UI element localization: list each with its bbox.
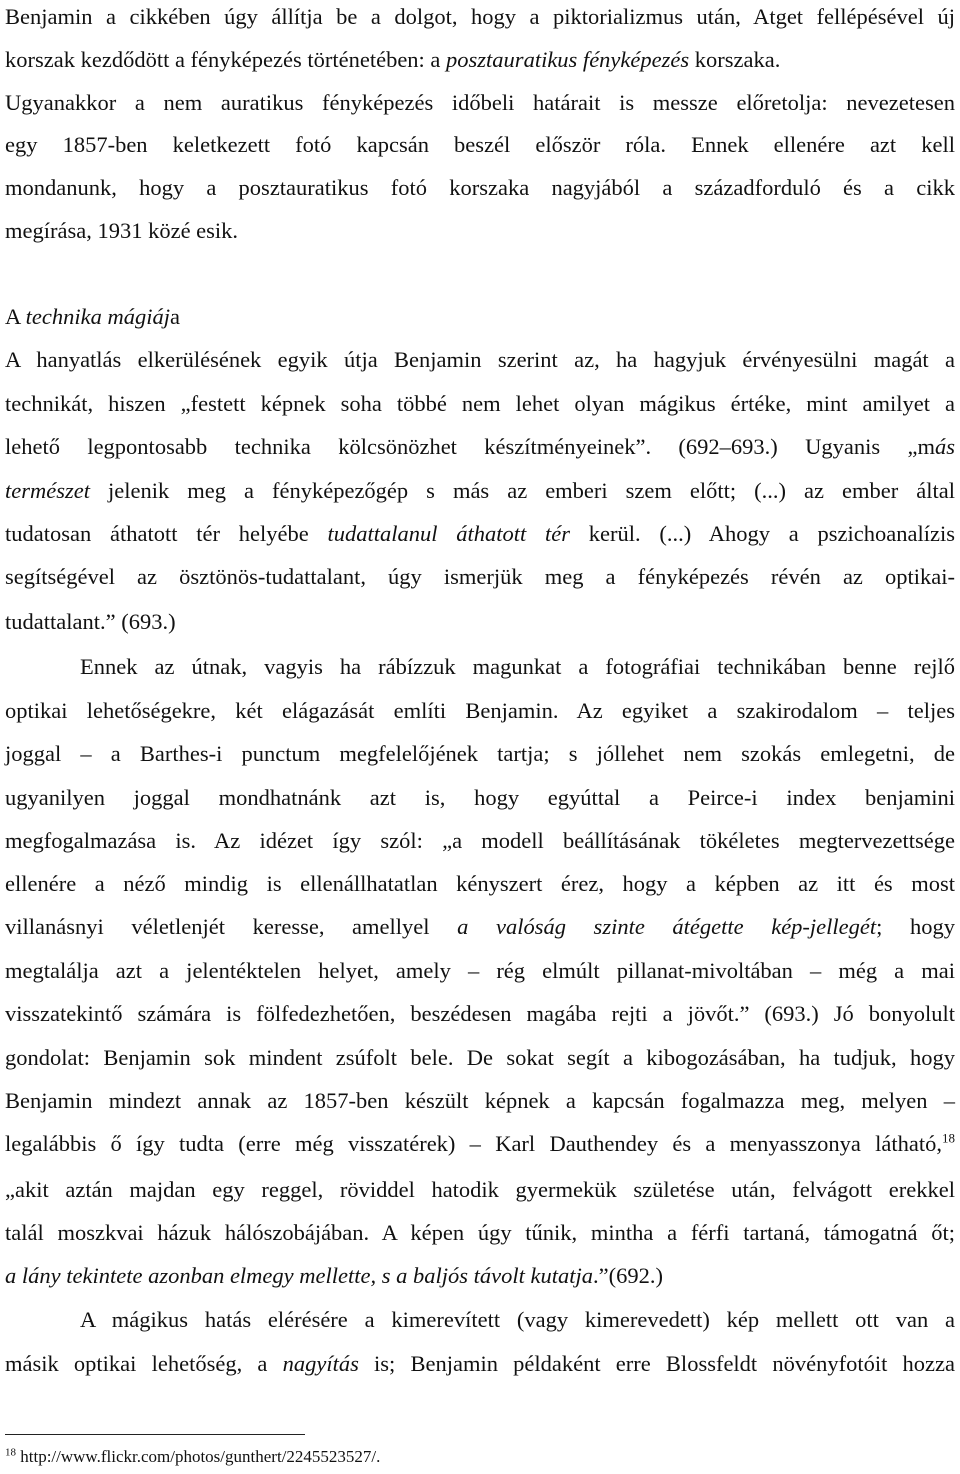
text-segment: A mágikus hatás elérésére a kimerevített (vagy kimerevedett) kép mellett ott van a xyxy=(80,1307,955,1332)
text-line-29 xyxy=(5,1261,955,1291)
text-segment: Ennek az útnak, vagyis ha rábízzuk magunkat a fotográfiai technikában benne rejlő xyxy=(80,654,955,679)
text-segment: mondanunk, hogy a posztauratikus fotó korszaka nagyjából a századforduló és a cikk xyxy=(5,175,955,200)
italic-text: tudattalanul áthatott tér xyxy=(327,521,571,546)
text-line-12 xyxy=(5,519,955,549)
footnote-reference: 18 xyxy=(942,1130,955,1146)
footnote-number: 18 xyxy=(5,1446,16,1459)
text-segment: jelenik meg a fényképezőgép s más az emberi szem előtt; (...) az ember által xyxy=(89,478,955,503)
text-segment: tudatosan áthatott tér helyébe xyxy=(5,521,328,546)
text-segment: technikát, hiszen „festett képnek soha többé nem lehet olyan mágikus értéke, mint amilyet a xyxy=(5,391,955,416)
text-segment: .”(692.) xyxy=(593,1263,663,1288)
text-segment: ugyanilyen joggal mondhatnánk azt is, hogy egyúttal a Peirce-i index benjamini xyxy=(5,785,955,810)
italic-text: technika mágiáj xyxy=(25,304,170,329)
text-line-1 xyxy=(5,2,955,32)
text-segment: korszak kezdődött a fényképezés történetében: a xyxy=(5,47,447,72)
text-line-30 xyxy=(80,1305,955,1335)
text-line-21 xyxy=(5,912,955,942)
italic-text: ás xyxy=(934,434,955,459)
text-line-25 xyxy=(5,1086,955,1116)
text-line-4 xyxy=(5,130,955,160)
text-line-27 xyxy=(5,1175,955,1205)
footnote xyxy=(5,1446,380,1468)
text-line-20 xyxy=(5,869,955,899)
text-segment: megfogalmazása is. Az idézet így szól: „a modell beállításának tökéletes megtervezettsége xyxy=(5,828,955,853)
text-segment: is; Benjamin példaként erre Blossfeldt növényfotóit hozza xyxy=(358,1351,955,1376)
text-segment: tudattalant.” (693.) xyxy=(5,609,176,634)
text-line-14 xyxy=(5,607,955,637)
italic-text: a lány tekintete azonban elmegy mellette, s a baljós távolt kutatja xyxy=(5,1263,593,1288)
text-segment: Benjamin a cikkében úgy állítja be a dolgot, hogy a piktorializmus után, Atget fellépésével új xyxy=(5,4,955,29)
text-segment: ellenére a néző mindig is ellenállhatatlan kényszert érez, hogy a képben az itt és most xyxy=(5,871,955,896)
text-segment: „akit aztán majdan egy reggel, röviddel hatodik gyermekük születése után, felvágott erekkel xyxy=(5,1177,955,1202)
text-segment: megtalálja azt a jelentéktelen helyet, amely – rég elmúlt pillanat-mivoltában – még a mai xyxy=(5,958,955,983)
text-line-15 xyxy=(80,652,955,682)
section-heading xyxy=(5,302,955,332)
italic-text: a valóság szinte átégette kép-jellegét xyxy=(457,914,877,939)
text-line-16 xyxy=(5,696,955,726)
text-segment: korszaka. xyxy=(689,47,781,72)
text-segment: megírása, 1931 közé esik. xyxy=(5,218,239,243)
text-line-8 xyxy=(5,345,955,375)
text-segment: A xyxy=(5,304,26,329)
text-line-17 xyxy=(5,739,955,769)
text-line-22 xyxy=(5,956,955,986)
text-line-28 xyxy=(5,1218,955,1248)
text-segment: Ugyanakkor a nem auratikus fényképezés időbeli határait is messze előretolja: nevezetesen xyxy=(5,90,955,115)
text-line-3 xyxy=(5,88,955,118)
text-segment: gondolat: Benjamin sok mindent zsúfolt bele. De sokat segít a kibogozásában, ha tudjuk, hogy xyxy=(5,1045,955,1070)
text-segment: joggal – a Barthes-i punctum megfelelőjének tartja; s jóllehet nem szokás emlegetni, de xyxy=(5,741,955,766)
text-line-31 xyxy=(5,1349,955,1379)
text-segment: ; hogy xyxy=(876,914,955,939)
text-line-11 xyxy=(5,476,955,506)
text-line-23 xyxy=(5,999,955,1029)
text-line-10 xyxy=(5,432,955,462)
text-segment: visszatekintő számára is fölfedezhetően, beszédesen magába rejti a jövőt.” (693.) Jó bonyolult xyxy=(5,1001,955,1026)
italic-text: nagyítás xyxy=(282,1351,359,1376)
text-segment: kerül. (...) Ahogy a pszichoanalízis xyxy=(570,521,955,546)
text-segment: lehető legpontosabb technika kölcsönözhet készítményeinek”. (692–693.) Ugyanis „m xyxy=(5,434,935,459)
text-line-5 xyxy=(5,173,955,203)
text-segment: a xyxy=(169,304,180,329)
text-segment: segítségével az ösztönös-tudattalant, úgy ismerjük meg a fényképezés révén az optikai- xyxy=(5,564,955,589)
text-line-9 xyxy=(5,389,955,419)
text-line-6 xyxy=(5,216,955,246)
text-segment: optikai lehetőségekre, két elágazását említi Benjamin. Az egyiket a szakirodalom – teljes xyxy=(5,698,955,723)
text-line-13 xyxy=(5,562,955,592)
footnote-url[interactable]: http://www.flickr.com/photos/gunthert/2245523527/. xyxy=(20,1447,381,1466)
italic-text: természet xyxy=(5,478,90,503)
italic-text: posztauratikus fényképezés xyxy=(446,47,690,72)
text-line-18 xyxy=(5,783,955,813)
text-segment: egy 1857-ben keletkezett fotó kapcsán beszél először róla. Ennek ellenére azt kell xyxy=(5,132,955,157)
footnote-separator xyxy=(5,1434,305,1435)
text-segment: talál moszkvai házuk hálószobájában. A képen úgy tűnik, mintha a férfi tartaná, támogatná őt; xyxy=(5,1220,955,1245)
text-segment: villanásnyi véletlenjét keresse, amellyel xyxy=(5,914,458,939)
text-segment: másik optikai lehetőség, a xyxy=(5,1351,283,1376)
text-line-2 xyxy=(5,45,955,75)
text-line-26 xyxy=(5,1129,955,1159)
text-segment: legalábbis ő így tudta (erre még visszatérek) – Karl Dauthendey és a menyasszonya látható, xyxy=(5,1131,942,1156)
text-segment: A hanyatlás elkerülésének egyik útja Benjamin szerint az, ha hagyjuk érvényesülni magát a xyxy=(5,347,955,372)
text-line-19 xyxy=(5,826,955,856)
text-line-24 xyxy=(5,1043,955,1073)
text-segment: Benjamin mindezt annak az 1857-ben készült képnek a kapcsán fogalmazza meg, melyen – xyxy=(5,1088,955,1113)
